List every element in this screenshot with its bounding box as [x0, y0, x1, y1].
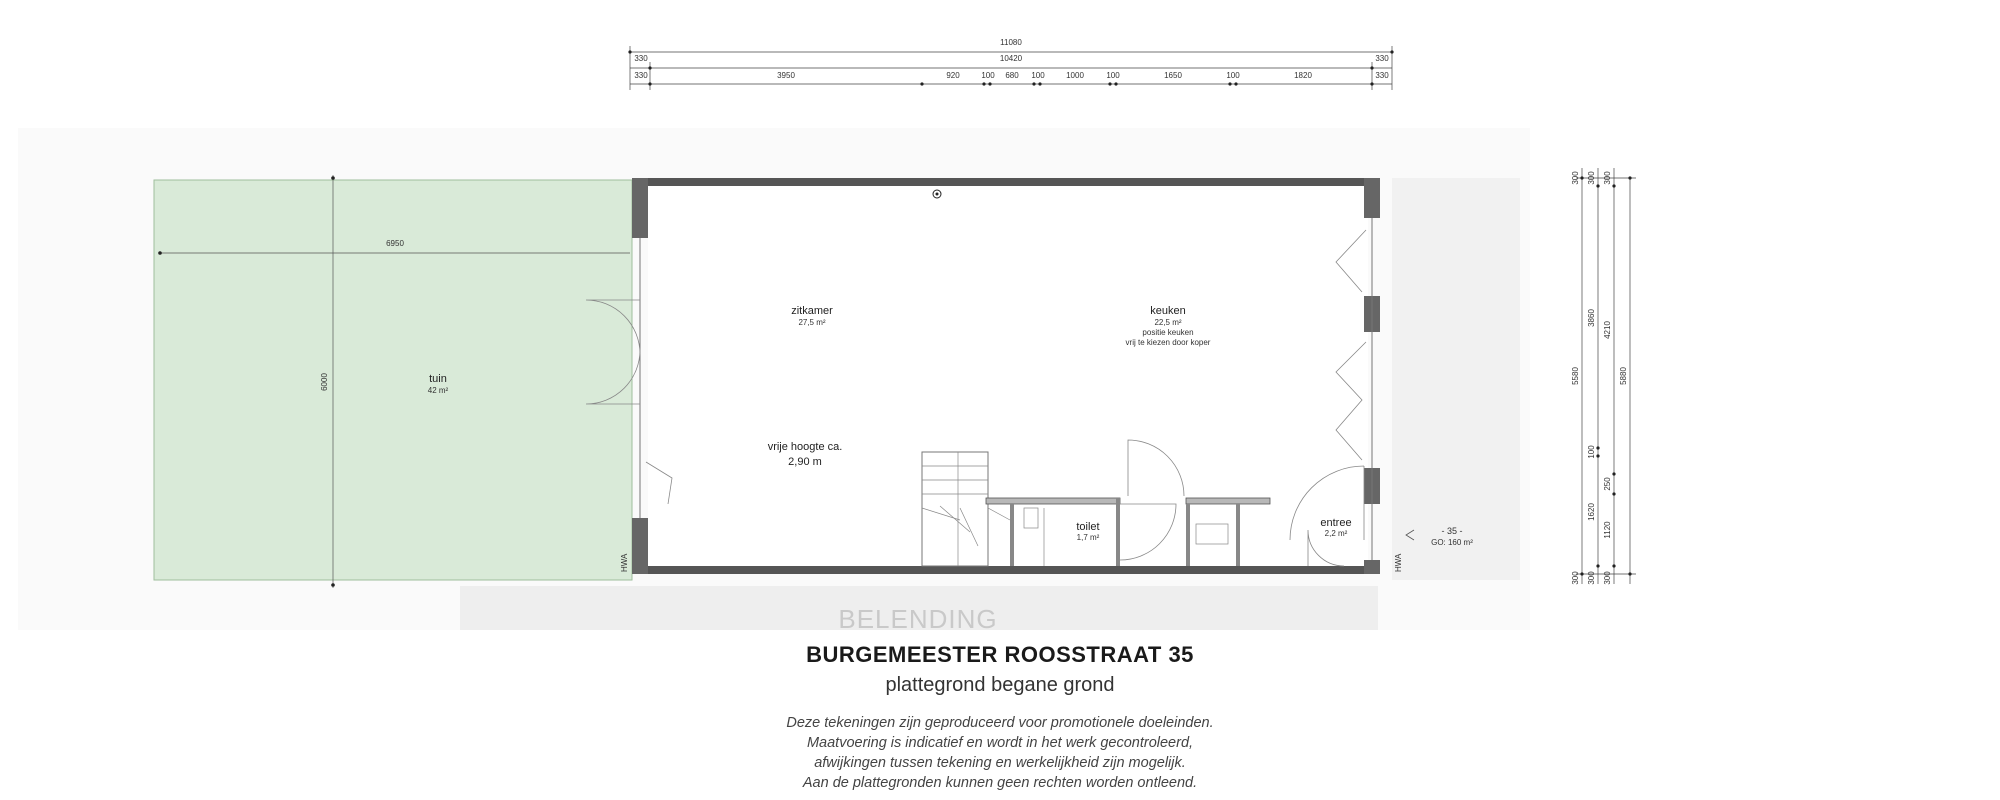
right-wall-top [1364, 178, 1380, 218]
house-interior [648, 186, 1368, 566]
side-dim: 300 [1587, 171, 1596, 185]
room-toilet-label: toilet [1076, 521, 1100, 533]
room-toilet-area: 1,7 m² [1076, 533, 1100, 542]
front-wall [648, 566, 1368, 574]
side-dim: 300 [1587, 571, 1596, 585]
dim-seg: 1650 [1164, 71, 1182, 80]
room-keuken-label: keuken [1150, 305, 1186, 317]
disclaimer [0, 713, 2000, 793]
dim-seg: 330 [634, 71, 648, 80]
side-dim: 300 [1571, 171, 1580, 185]
side-dim: 1120 [1603, 521, 1612, 539]
toilet-side-wall [1010, 504, 1014, 566]
house-number: - 35 - [1441, 526, 1463, 536]
right-wall-corner [1364, 560, 1380, 574]
side-dim: 5580 [1571, 367, 1580, 385]
smoke-detector-icon-dot [936, 193, 939, 196]
garden-depth-dim: 6000 [320, 373, 329, 391]
toilet-side-wall [1116, 498, 1120, 566]
hwa-label-right: HWA [1394, 553, 1403, 572]
plan-subtitle: plattegrond begane grond [885, 674, 1115, 696]
side-dim: 300 [1603, 571, 1612, 585]
hwa-label-left: HWA [620, 553, 629, 572]
project-title: BURGEMEESTER ROOSSTRAAT 35 [806, 642, 1194, 667]
ceiling-height-label: vrije hoogte ca. [767, 441, 843, 453]
dim-seg: 100 [981, 71, 995, 80]
room-zitkamer-label: zitkamer [791, 305, 833, 317]
back-wall [648, 178, 1368, 186]
dim-seg: 920 [946, 71, 960, 80]
garden-label: tuin [429, 373, 447, 385]
room-entree-area: 2,2 m² [1324, 529, 1348, 538]
room-zitkamer-area: 27,5 m² [798, 318, 826, 327]
side-dim: 5880 [1619, 367, 1628, 385]
belending-label: BELENDING [838, 604, 998, 634]
garden-area-label: 42 m² [427, 386, 449, 395]
dim-tick [158, 251, 162, 255]
dim-seg: 100 [1226, 71, 1240, 80]
dim-tick [331, 176, 335, 180]
left-wall-top [632, 178, 648, 238]
side-dim: 3860 [1587, 309, 1596, 327]
dim-seg: 3950 [777, 71, 795, 80]
disclaimer-line: Maatvoering is indicatief en wordt in het werk gecontroleerd, [806, 735, 1194, 751]
dim-seg: 330 [1375, 71, 1389, 80]
top-dimension-lines [630, 46, 1392, 90]
ceiling-height-value: 2,90 m [788, 456, 822, 468]
dim-inner: 10420 [999, 54, 1023, 63]
dim-seg: 1820 [1294, 71, 1312, 80]
meter-cupboard-side [1236, 504, 1240, 566]
dim-seg: 680 [1005, 71, 1019, 80]
disclaimer-line: Aan de plattegronden kunnen geen rechten worden ontleend. [802, 775, 1198, 791]
garden-width-dim: 6950 [386, 239, 404, 248]
dim-seg: 1000 [1066, 71, 1084, 80]
room-keuken-note: positie keuken [1142, 328, 1194, 337]
side-dim: 300 [1571, 571, 1580, 585]
side-dim: 1620 [1587, 503, 1596, 521]
meter-cupboard-side [1186, 504, 1190, 566]
side-dim: 250 [1603, 477, 1612, 491]
dim-seg: 100 [1031, 71, 1045, 80]
left-wall-bottom [632, 518, 648, 574]
room-keuken-note: vrij te kiezen door koper [1125, 338, 1211, 347]
room-entree-label: entree [1320, 517, 1352, 529]
disclaimer-line: afwijkingen tussen tekening en werkelijkheid zijn mogelijk. [814, 755, 1186, 771]
plot-area: GO: 160 m² [1431, 538, 1473, 547]
side-dim: 100 [1587, 445, 1596, 459]
side-dim: 4210 [1603, 321, 1612, 339]
meter-cupboard-wall [1186, 498, 1270, 504]
dim-tick [331, 583, 335, 587]
disclaimer-line: Deze tekeningen zijn geproduceerd voor promotionele doeleinden. [786, 715, 1214, 731]
neighbour-strip-right [1392, 178, 1520, 580]
dim-edge-right: 330 [1375, 54, 1389, 63]
dim-seg: 100 [1106, 71, 1120, 80]
toilet-wall [986, 498, 1120, 504]
dim-overall: 11080 [1000, 38, 1022, 47]
dim-edge-left: 330 [634, 54, 648, 63]
room-keuken-area: 22,5 m² [1154, 318, 1182, 327]
side-dim: 300 [1603, 171, 1612, 185]
